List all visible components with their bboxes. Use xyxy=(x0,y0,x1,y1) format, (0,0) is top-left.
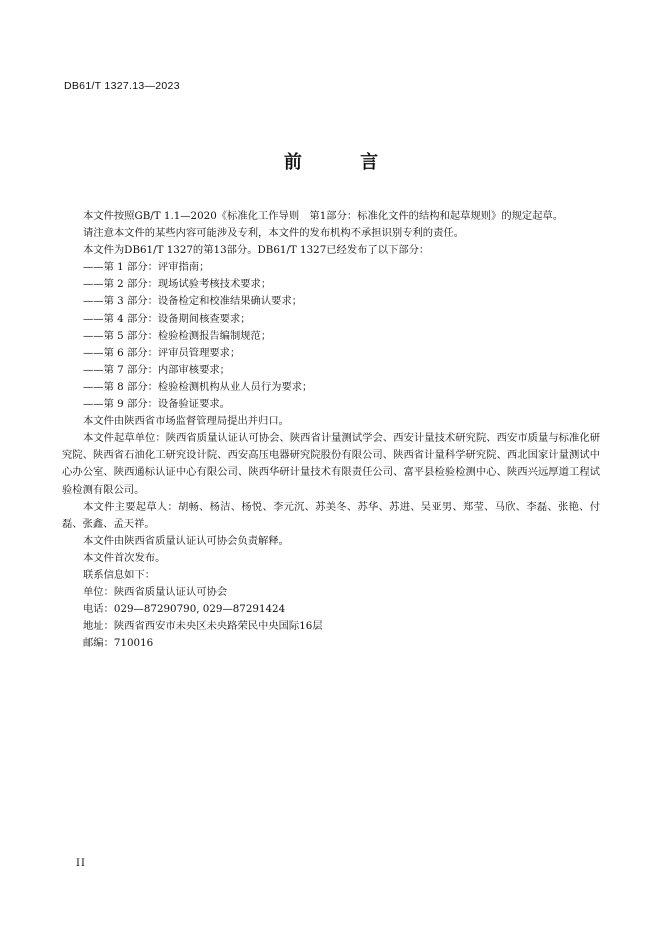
paragraph-first-release: 本文件首次发布。 xyxy=(83,551,166,564)
paragraph-series-intro: 本文件为DB61/T 1327的第13部分。DB61/T 1327已经发布了以下部分： xyxy=(83,244,430,257)
list-item: ——第 8 部分：检验检测机构从业人员行为要求； xyxy=(83,380,313,393)
paragraph-drafting-units: 本文件起草单位：陕西省质量认证认可协会、陕西省计量测试学会、西安计量技术研究院、西安市质量与标准化研究院、陕西省石油化工研究设计院、西安高压电器研究院股份有限公司、陕西省计量科学研究院、西北国家计量测试中心办公室、陕西通标认证中心有限公司、陕西华研计量技术有限责任公司、富平县检验检测中心、陕西兴远厚道工程试验检测有限公司。 xyxy=(62,432,600,496)
list-item: ——第 6 部分：评审员管理要求； xyxy=(83,346,241,359)
paragraph-drafting-rules: 本文件按照GB/T 1.1—2020《标准化工作导则 第1部分：标准化文件的结构和起草规则》的规定起草。 xyxy=(83,210,564,222)
list-item: ——第 3 部分：设备检定和校准结果确认要求； xyxy=(83,295,303,308)
paragraph-proposer: 本文件由陕西省市场监督管理局提出并归口。 xyxy=(83,415,289,428)
standard-code-header: DB61/T 1327.13—2023 xyxy=(64,80,180,92)
page-number: II xyxy=(76,858,86,869)
paragraph-interpretation: 本文件由陕西省质量认证认可协会负责解释。 xyxy=(83,534,289,547)
contact-zip: 邮编：710016 xyxy=(83,637,154,650)
list-item: ——第 9 部分：设备验证要求。 xyxy=(83,398,230,411)
page-title: 前 言 xyxy=(283,152,405,173)
contact-phone: 电话：029—87290790, 029—87291424 xyxy=(83,603,286,616)
paragraph-drafters: 本文件主要起草人：胡畅、杨洁、杨悦、李元沉、苏美冬、苏华、苏进、吴亚男、郑莹、马欣、李磊、张艳、付磊、张鑫、孟天祥。 xyxy=(62,500,600,530)
document-body xyxy=(62,208,600,652)
list-item: ——第 2 部分：现场试验考核技术要求； xyxy=(83,278,272,291)
list-item: ——第 5 部分：检验检测报告编制规范； xyxy=(83,329,272,342)
list-item: ——第 7 部分：内部审核要求； xyxy=(83,363,230,376)
list-item: ——第 1 部分：评审指南； xyxy=(83,261,210,274)
paragraph-patent-notice: 请注意本文件的某些内容可能涉及专利，本文件的发布机构不承担识别专利的责任。 xyxy=(83,227,464,240)
contact-unit: 单位：陕西省质量认证认可协会 xyxy=(83,586,228,599)
contact-address: 地址：陕西省西安市未央区未央路荣民中央国际16层 xyxy=(83,620,323,633)
paragraph-contact-intro: 联系信息如下： xyxy=(83,568,156,581)
list-item: ——第 4 部分：设备期间核查要求； xyxy=(83,312,251,325)
